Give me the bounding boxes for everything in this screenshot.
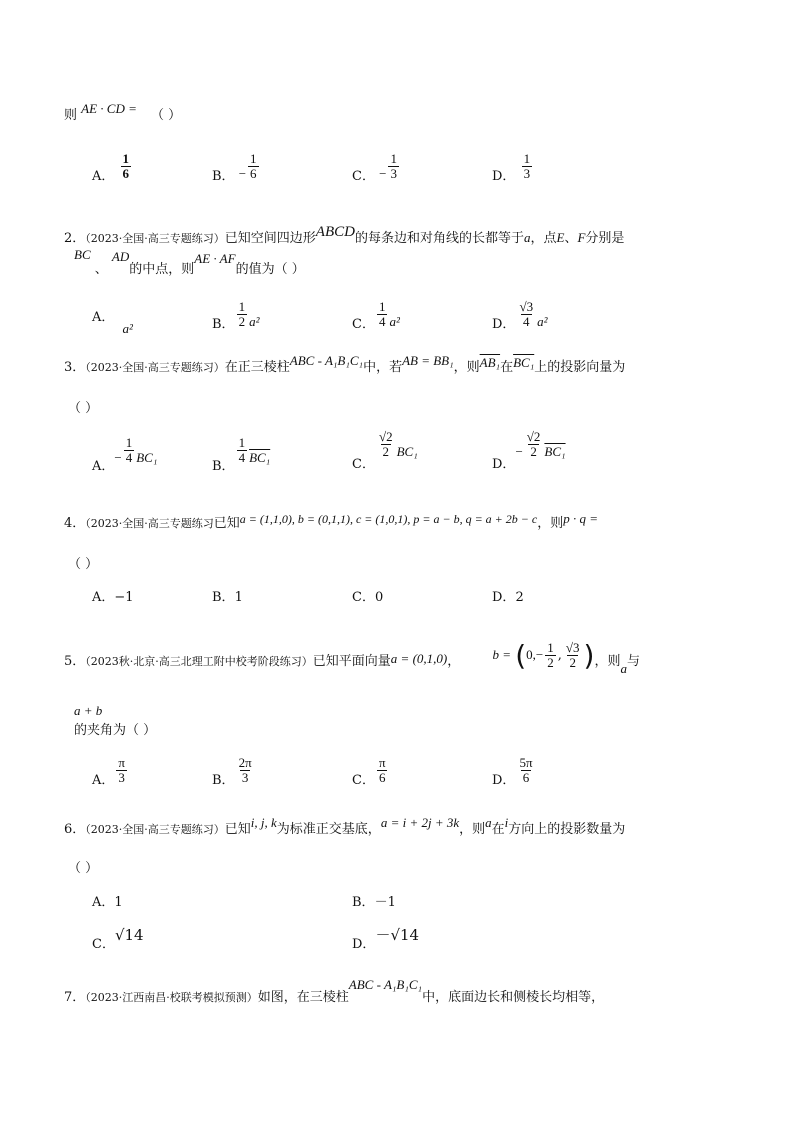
q3-option-c: C． $\frac{√2}{2}$ BC₁ (352, 429, 418, 472)
question-source: （2023·全国·高三专题练习） (85, 232, 225, 245)
question-source: （2023·全国·高三专题练习 (85, 517, 214, 530)
q5-option-d: D． $\frac{5\pi}{6}$ (492, 755, 533, 788)
question-number: 7． (64, 990, 86, 1005)
q1-option-c: C． − $\frac{1}{3}$ (352, 151, 397, 184)
q1-stem-tail (64, 101, 182, 123)
q6-blank: （ ） (68, 861, 99, 876)
q6-option-a: A．1 (92, 895, 123, 910)
question-source: （2023·全国·高三专题练习） (85, 361, 225, 374)
q5-option-b: B． $\frac{2\pi}{3}$ (212, 755, 252, 788)
fraction: $\frac{1}{3}$ (390, 151, 397, 181)
q3-blank: （ ） (68, 401, 99, 416)
option-label: A． (92, 168, 115, 184)
q6-option-b: B．－1 (352, 895, 396, 910)
question-source: （2023秋·北京·高三北理工附中校考阶段练习） (85, 655, 313, 668)
q1-expr: AE · CD = (81, 101, 137, 116)
q3-option-a: A．− $\frac{1}{4}$ BC₁ (92, 435, 158, 474)
q1-option-b: B． − $\frac{1}{6}$ (212, 151, 257, 184)
q4-option-c: C．0 (352, 590, 384, 605)
q4-stem-line1: 4．（2023·全国·高三专题练习已知a = (1,1,0), b = (0,1,1), c = (1,0,1), p = a − b, q = a + 2b − c，则p · q = (64, 511, 599, 531)
q1-option-d: D． $\frac{1}{3}$ (492, 151, 531, 184)
q4-option-d: D．2 (492, 590, 524, 605)
q3-option-b: B． $\frac{1}{4}$ BC₁ (212, 435, 271, 474)
q2-stem-line2: BC 、 AD的中点，则AE · AF的值为（ ） (74, 247, 305, 277)
fraction: $\frac{1}{6}$ (122, 151, 130, 181)
q1-option-a (92, 151, 133, 184)
q1-lead: 则 (64, 108, 78, 123)
q5-option-a: A． $\frac{\pi}{3}$ (92, 755, 125, 788)
q1-blank: （ ） (151, 108, 182, 123)
q7-stem-line1: 7．$_{(2023\cdot 江西南昌\cdot 校联考模拟预测)}$如图，在三棱柱ABC - A₁B₁C₁中，底面边长和侧棱长均相等， (64, 977, 605, 1005)
question-source: （2023·全国·高三专题练习） (85, 823, 225, 836)
question-number: 4． (64, 516, 86, 531)
fraction: $\frac{1}{6}$ (250, 151, 257, 181)
question-number: 2． (64, 231, 86, 246)
q2-stem-line1: 2．（2023·全国·高三专题练习）已知空间四边形ABCD的每条边和对角线的长都等于a，点E、F分别是 (64, 224, 625, 246)
question-number: 6． (64, 822, 86, 837)
q6-option-c: C．√14 (92, 926, 144, 952)
q5-stem-line1: 5．$_{(2023秋\cdot 北京\cdot 高三北理工附中校考阶段练习)}$已知平面向量a = (0,1,0)， b = (0,− $\frac{1}{2}$ , $\frac{√3}{2}$ )，则a与 (64, 639, 640, 676)
q2-option-b: B． $\frac{1}{2}$ a² (212, 299, 260, 332)
q3-stem-line1: 3．（2023·全国·高三专题练习）在正三棱柱ABC - A₁B₁C₁中，若AB = BB₁，则AB₁在BC₁上的投影向量为 (64, 353, 626, 375)
q5-option-c: C． $\frac{\pi}{6}$ (352, 755, 386, 788)
q3-option-d: D．− $\frac{√2}{2}$ BC₁ (492, 429, 566, 472)
question-number: 3． (64, 360, 86, 375)
question-source: （2023·江西南昌·校联考模拟预测） (85, 991, 258, 1004)
q2-option-a: A． a² (92, 310, 133, 336)
q6-stem-line1: 6．（2023·全国·高三专题练习）已知i, j, k为标准正交基底，a = i + 2j + 3k，则a在i方向上的投影数量为 (64, 815, 626, 837)
q2-option-c: C． $\frac{1}{4}$ a² (352, 299, 400, 332)
q4-option-a: A．−1 (92, 590, 134, 605)
q2-option-d: D． $\frac{√3}{4}$ a² (492, 299, 548, 332)
fraction: $\frac{1}{3}$ (523, 151, 531, 181)
q5-stem-line2: a + b 的夹角为（ ） (74, 703, 157, 738)
question-number: 5． (64, 654, 86, 669)
q4-blank: （ ） (68, 557, 99, 572)
q4-option-b: B．1 (212, 590, 243, 605)
q6-option-d: D．－√14 (352, 926, 420, 952)
